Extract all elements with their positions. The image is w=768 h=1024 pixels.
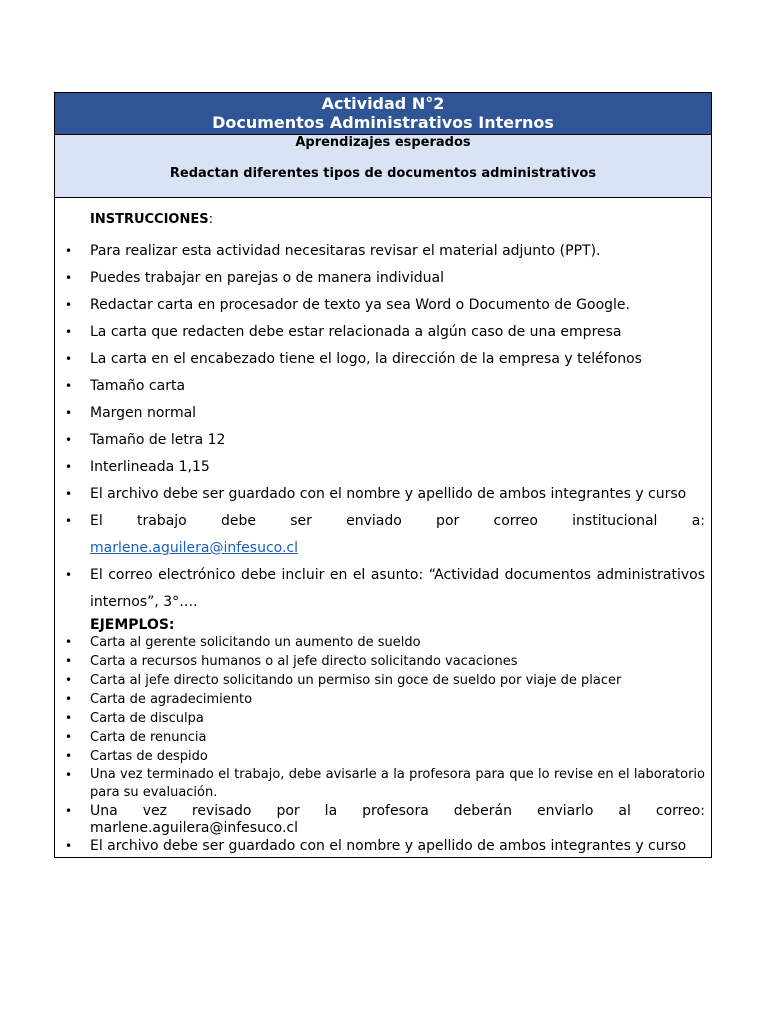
list-item: • La carta en el encabezado tiene el logo, la dirección de la empresa y teléfonos	[90, 346, 705, 373]
bullet-icon: •	[65, 730, 73, 744]
bullet-icon: •	[65, 711, 73, 725]
list-item: • Tamaño carta	[90, 373, 705, 400]
list-item: • Redactar carta en procesador de texto ya sea Word o Documento de Google.	[90, 292, 705, 319]
example-item: • Cartas de despido	[65, 749, 208, 764]
bullet-icon: •	[65, 635, 73, 649]
send-instruction-text: El trabajo debe ser enviado por correo institucional a:	[90, 513, 705, 529]
bullet-icon: •	[65, 298, 73, 312]
bullet-icon: •	[65, 487, 73, 501]
notify-teacher-item: • Una vez terminado el trabajo, debe avisarle a la profesora para que lo revise en el laboratorio para su evaluación.	[65, 767, 705, 800]
instructions-heading: INSTRUCCIONES:	[90, 212, 213, 227]
bullet-icon: •	[65, 244, 73, 258]
list-item: • El archivo debe ser guardado con el nombre y apellido de ambos integrantes y curso	[90, 481, 705, 508]
bullet-icon: •	[65, 768, 73, 782]
list-item-subject: • El correo electrónico debe incluir en el asunto: “Actividad documentos administrativos internos”, 3°….	[90, 562, 705, 616]
list-item: • Para realizar esta actividad necesitaras revisar el material adjunto (PPT).	[90, 238, 705, 265]
example-item: • Carta a recursos humanos o al jefe directo solicitando vacaciones	[65, 654, 518, 669]
instructions-list	[65, 238, 705, 616]
bullet-icon: •	[65, 673, 73, 687]
examples-list	[65, 633, 705, 855]
learning-objective-text: Redactan diferentes tipos de documentos administrativos	[169, 166, 597, 181]
email-link[interactable]: marlene.aguilera@infesuco.cl	[90, 540, 299, 556]
bullet-icon: •	[65, 460, 73, 474]
bullet-icon: •	[65, 692, 73, 706]
learning-objectives-heading: Aprendizajes esperados	[295, 135, 471, 150]
example-item: • Carta al jefe directo solicitando un permiso sin goce de sueldo por viaje de placer	[65, 673, 622, 688]
example-item: • Carta de disculpa	[65, 711, 204, 726]
save-file-item: • El archivo debe ser guardado con el nombre y apellido de ambos integrantes y curso	[65, 838, 687, 854]
examples-heading: EJEMPLOS:	[90, 617, 175, 633]
bullet-icon: •	[65, 433, 73, 447]
bullet-icon: •	[65, 749, 73, 763]
reviewed-item: • Una vez revisado por la profesora deberán enviarlo al correo: marlene.aguilera@infesuco.cl	[65, 803, 705, 836]
list-item: • Margen normal	[90, 400, 705, 427]
activity-table	[54, 92, 712, 858]
bullet-icon: •	[65, 514, 73, 528]
example-item: • Carta de agradecimiento	[65, 692, 253, 707]
list-item: • Puedes trabajar en parejas o de manera individual	[90, 265, 705, 292]
activity-subject-title: Documentos Administrativos Internos	[212, 113, 554, 132]
example-item: • Carta al gerente solicitando un aumento de sueldo	[65, 635, 421, 650]
title-band	[55, 93, 711, 135]
bullet-icon: •	[65, 568, 73, 582]
list-item: • Interlineada 1,15	[90, 454, 705, 481]
activity-title: Actividad N°2	[321, 94, 445, 113]
bullet-icon: •	[65, 654, 73, 668]
bullet-icon: •	[65, 379, 73, 393]
bullet-icon: •	[65, 804, 73, 818]
content-cell	[55, 198, 711, 857]
bullet-icon: •	[65, 325, 73, 339]
bullet-icon: •	[65, 352, 73, 366]
learning-objectives-band	[55, 135, 711, 198]
list-item: • Tamaño de letra 12	[90, 427, 705, 454]
example-item: • Carta de renuncia	[65, 730, 207, 745]
bullet-icon: •	[65, 406, 73, 420]
list-item: • La carta que redacten debe estar relacionada a algún caso de una empresa	[90, 319, 705, 346]
bullet-icon: •	[65, 271, 73, 285]
bullet-icon: •	[65, 839, 73, 853]
list-item-send	[65, 508, 705, 562]
